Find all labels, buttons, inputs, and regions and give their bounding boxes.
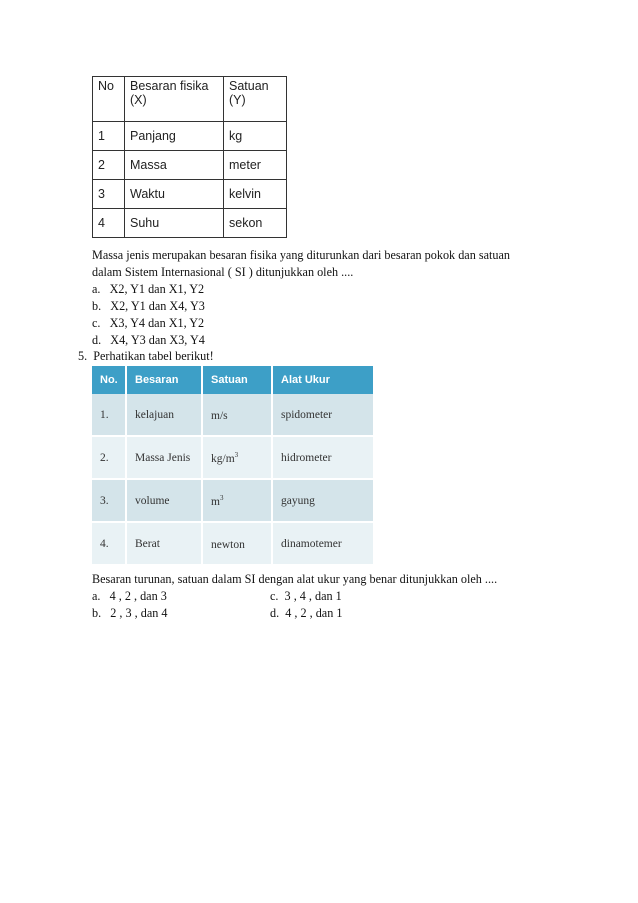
table-row	[92, 479, 373, 522]
cell-besaran: Massa	[125, 151, 224, 180]
header-satuan: Satuan	[202, 366, 272, 394]
physics-quantity-table	[92, 76, 287, 238]
measurement-table	[92, 366, 373, 566]
cell-satuan	[202, 436, 272, 479]
q5-intro: 5. Perhatikan tabel berikut!	[78, 349, 214, 363]
cell-besaran: Suhu	[125, 209, 224, 238]
cell-no: 2	[93, 151, 125, 180]
cell-satuan	[202, 479, 272, 522]
q5-option-a: a. 4 , 2 , dan 3	[92, 589, 167, 603]
q5-option-d: d. 4 , 2 , dan 1	[270, 606, 343, 620]
cell-satuan: kelvin	[224, 180, 287, 209]
cell-no: 1.	[92, 394, 126, 436]
satuan-text: kg/m	[211, 452, 235, 465]
header-besaran: Besaran	[126, 366, 202, 394]
table-row	[92, 522, 373, 565]
table-row	[93, 209, 287, 238]
cell-no: 2.	[92, 436, 126, 479]
header-no: No	[93, 77, 125, 122]
q5-option-b: b. 2 , 3 , dan 4	[92, 606, 168, 620]
q5-question: Besaran turunan, satuan dalam SI dengan alat ukur yang benar ditunjukkan oleh ....	[92, 572, 498, 586]
cell-no: 4.	[92, 522, 126, 565]
cell-alat-ukur: dinamotemer	[272, 522, 373, 565]
table-row	[93, 180, 287, 209]
q4-stem-line2: dalam Sistem Internasional ( SI ) ditunjukkan oleh ....	[92, 265, 354, 279]
cell-alat-ukur: gayung	[272, 479, 373, 522]
q4-option-c: c. X3, Y4 dan X1, Y2	[92, 316, 205, 330]
table-row	[93, 151, 287, 180]
table-row	[93, 122, 287, 151]
satuan-exponent: 3	[219, 493, 224, 502]
table-header-row	[92, 366, 373, 394]
satuan-text: newton	[211, 538, 245, 551]
table-row	[92, 394, 373, 436]
cell-satuan: meter	[224, 151, 287, 180]
header-no: No.	[92, 366, 126, 394]
cell-no: 4	[93, 209, 125, 238]
cell-no: 1	[93, 122, 125, 151]
cell-alat-ukur: spidometer	[272, 394, 373, 436]
header-alat-ukur: Alat Ukur	[272, 366, 373, 394]
cell-no: 3	[93, 180, 125, 209]
cell-besaran: volume	[126, 479, 202, 522]
q4-stem-line1: Massa jenis merupakan besaran fisika yang diturunkan dari besaran pokok dan satuan	[92, 248, 510, 262]
cell-satuan	[202, 522, 272, 565]
cell-no: 3.	[92, 479, 126, 522]
q5-option-c: c. 3 , 4 , dan 1	[270, 589, 342, 603]
cell-satuan: sekon	[224, 209, 287, 238]
header-besaran: Besaran fisika (X)	[125, 77, 224, 122]
satuan-text: m/s	[211, 409, 228, 422]
q4-option-d: d. X4, Y3 dan X3, Y4	[92, 333, 205, 347]
satuan-exponent: 3	[234, 450, 239, 459]
cell-besaran: Berat	[126, 522, 202, 565]
header-satuan: Satuan (Y)	[224, 77, 287, 122]
cell-besaran: kelajuan	[126, 394, 202, 436]
cell-satuan: kg	[224, 122, 287, 151]
cell-alat-ukur: hidrometer	[272, 436, 373, 479]
table-row	[92, 436, 373, 479]
q4-option-b: b. X2, Y1 dan X4, Y3	[92, 299, 205, 313]
cell-besaran: Waktu	[125, 180, 224, 209]
q4-option-a: a. X2, Y1 dan X1, Y2	[92, 282, 205, 296]
cell-besaran: Massa Jenis	[126, 436, 202, 479]
cell-satuan	[202, 394, 272, 436]
satuan-text: m	[211, 495, 220, 508]
cell-besaran: Panjang	[125, 122, 224, 151]
table-header-row	[93, 77, 287, 122]
